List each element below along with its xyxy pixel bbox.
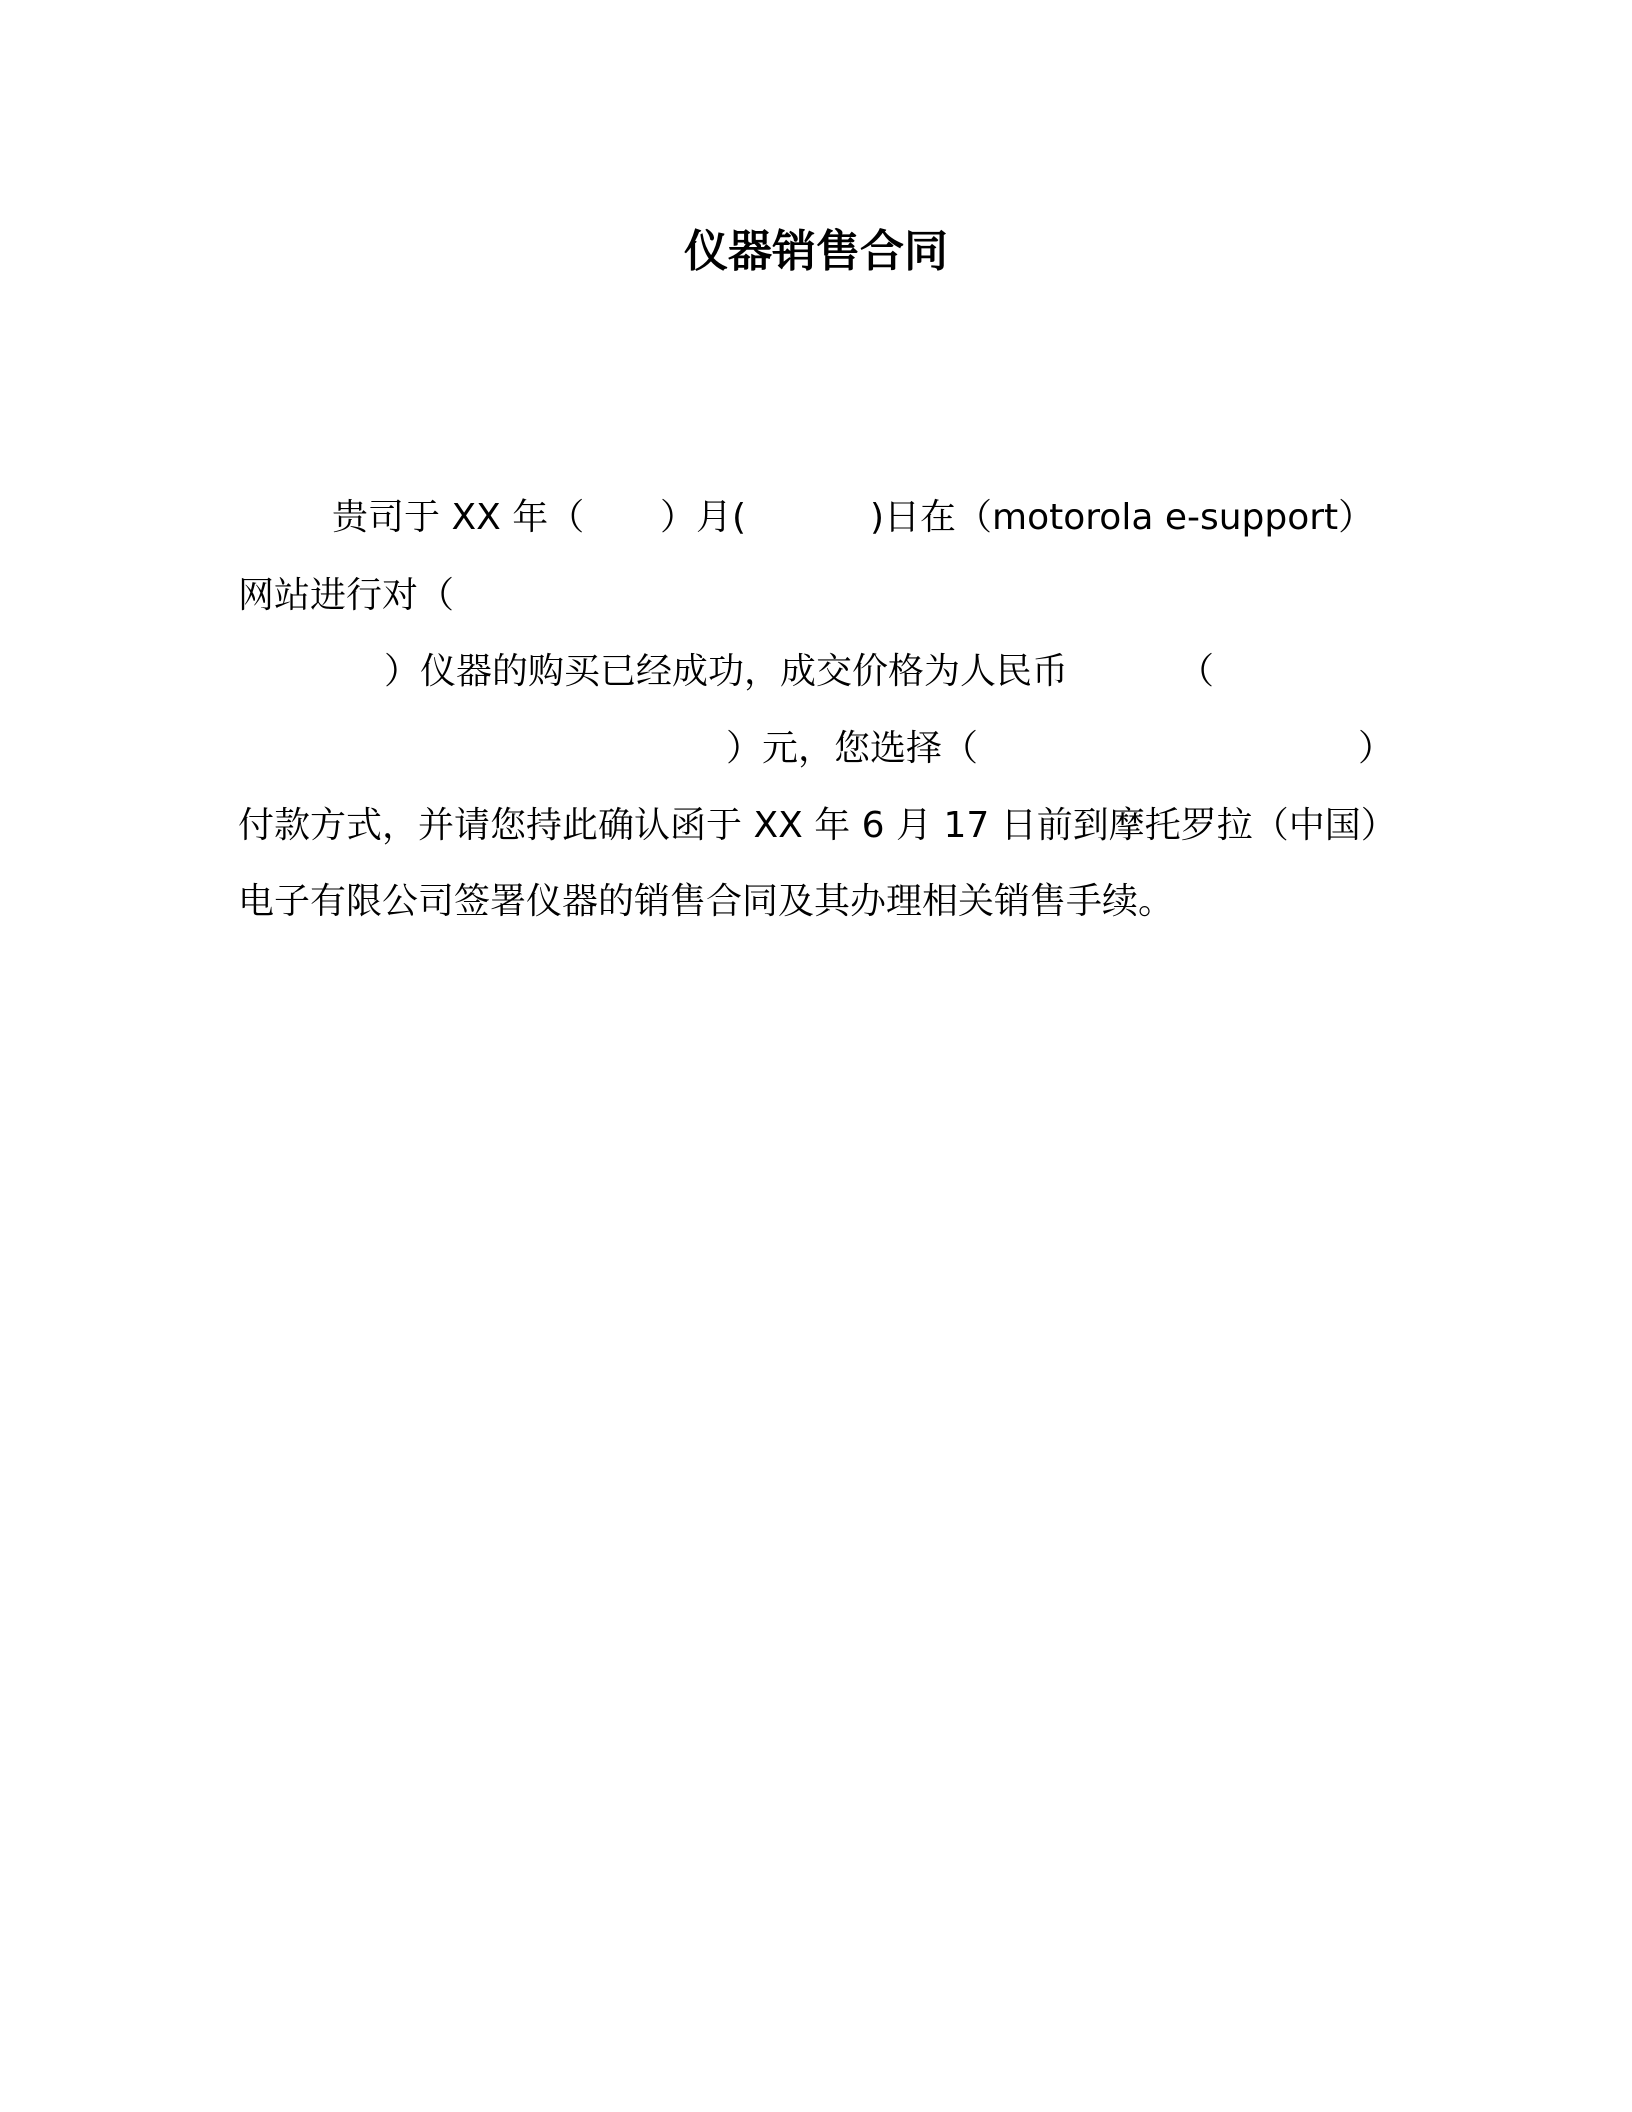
paragraph-line-3 [0, 648, 1632, 696]
paragraph-line-1 [0, 494, 1632, 542]
paragraph-line-2: 网站进行对（ [238, 575, 455, 616]
line4-segment-b: ） [1358, 728, 1395, 769]
line1-segment-c: )日在（motorola e-support） [870, 497, 1375, 538]
paragraph-line-4 [0, 725, 1632, 773]
paragraph-line-5: 付款方式，并请您持此确认函于 XX 年 6 月 17 日前到摩托罗拉（中国） [238, 805, 1397, 846]
line1-segment-a: 贵司于 XX 年（ [332, 497, 585, 538]
document-title: 仪器销售合同 [684, 226, 948, 277]
line4-segment-a: ）元，您选择（ [726, 728, 979, 769]
line1-segment-b: ）月( [660, 497, 747, 538]
paragraph-line-6: 电子有限公司签署仪器的销售合同及其办理相关销售手续。 [238, 881, 1175, 922]
line3-segment-a: ）仪器的购买已经成功，成交价格为人民币 [384, 651, 1069, 692]
line3-segment-b: （ [1178, 651, 1215, 692]
